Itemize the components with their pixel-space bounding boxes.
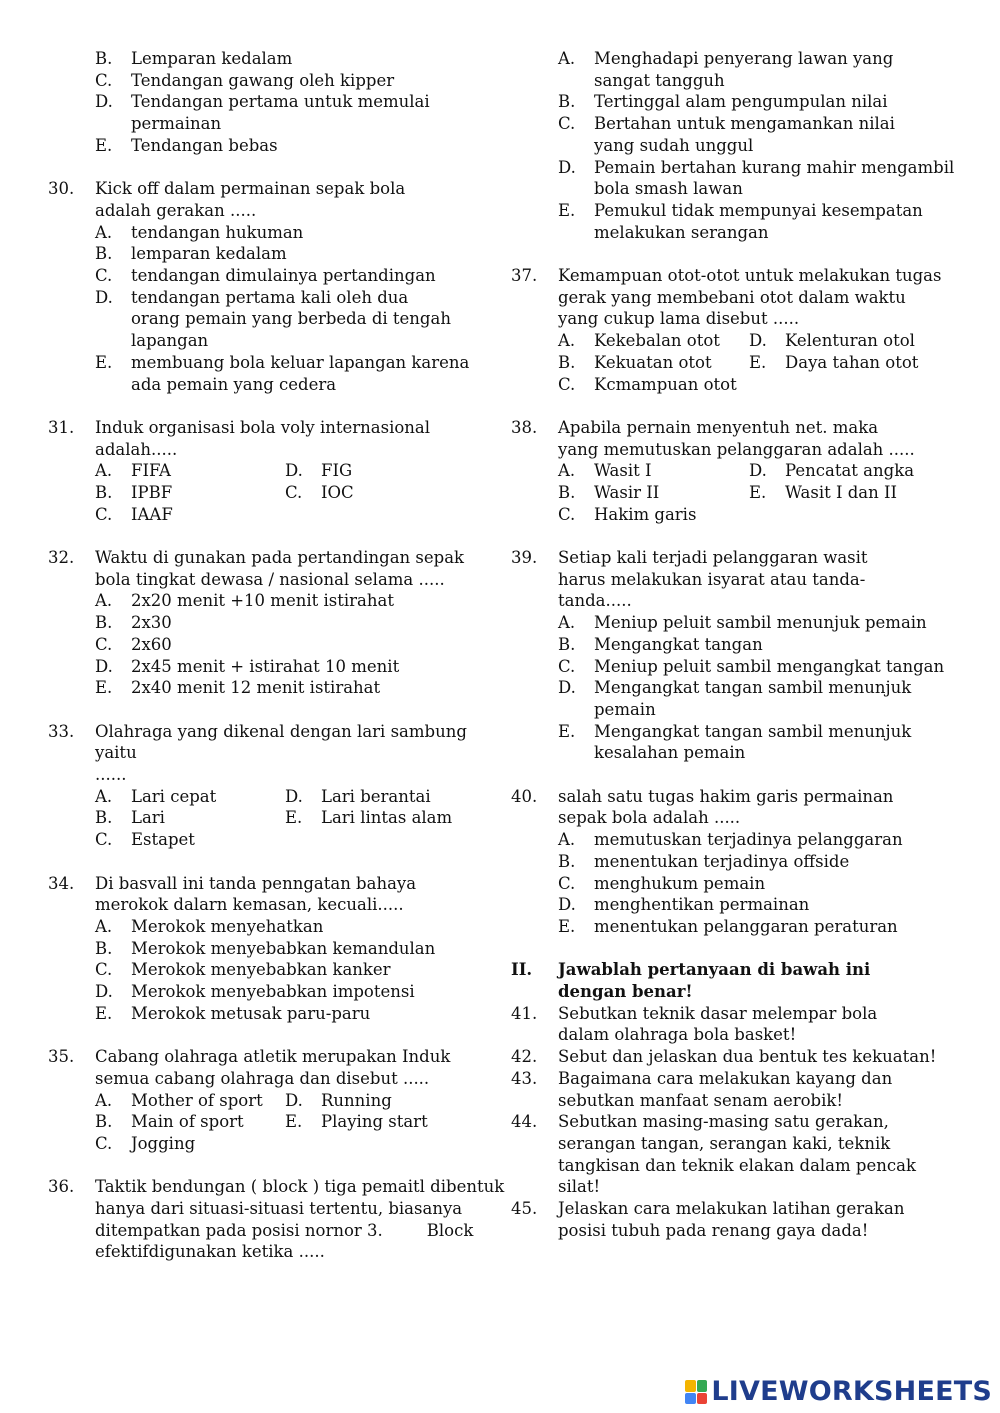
question-42: 42. Sebut dan jelaskan dua bentuk tes kekuatan! bbox=[511, 1047, 937, 1067]
section-2-heading: II. Jawablah pertanyaan di bawah ini dengan benar! bbox=[511, 959, 957, 1002]
q35-options-row-1: A. Mother of sport D. Running bbox=[95, 1090, 392, 1110]
liveworksheets-text: LIVEWORKSHEETS bbox=[711, 1376, 992, 1408]
q29-option-c: C. Tendangan gawang oleh kipper bbox=[95, 70, 395, 90]
q34-option-e: E. Merokok metusak paru-paru bbox=[95, 1003, 371, 1023]
q39-option-b: B. Mengangkat tangan bbox=[558, 634, 763, 654]
question-32: 32. Waktu di gunakan pada pertandingan sepak bola tingkat dewasa / nasional selama ..... bbox=[48, 547, 494, 590]
q29-option-d: D. Tendangan pertama untuk memulai permainan bbox=[95, 92, 430, 134]
q31-options-row-1: A. FIFA D. FIG bbox=[95, 461, 353, 481]
q36-option-a: A. Menghadapi penyerang lawan yang sangat tangguh bbox=[558, 49, 894, 90]
q32-option-b: B. 2x30 bbox=[95, 613, 172, 633]
question-41: 41. Sebutkan teknik dasar melempar bola dalam olahraga bola basket! bbox=[511, 1003, 878, 1045]
q35-options-row-2: B. Main of sport E. Playing start bbox=[95, 1112, 428, 1132]
question-37: 37. Kemampuan otot-otot untuk melakukan tugas gerak yang membebani otot dalam waktu yang cukup lama disebut ..... bbox=[511, 265, 957, 330]
q39-option-c: C. Meniup peluit sambil mengangkat tangan bbox=[558, 656, 945, 676]
question-43: 43. Bagaimana cara melakukan kayang dan sebutkan manfaat senam aerobik! bbox=[511, 1068, 893, 1110]
question-31: 31. Induk organisasi bola voly internasional adalah..... bbox=[48, 417, 431, 459]
section-2-title: Jawablah pertanyaan di bawah ini dengan benar! bbox=[558, 960, 871, 1002]
q36-option-c: C. Bertahan untuk mengamankan nilai yang sudah unggul bbox=[558, 114, 895, 155]
q33-options-row-2: B. Lari E. Lari lintas alam bbox=[95, 808, 453, 828]
q29-option-b: B. Lemparan kedalam bbox=[95, 49, 293, 68]
q29-option-e: E. Tendangan bebas bbox=[95, 135, 278, 155]
question-31-text: Induk organisasi bola voly internasional adalah..... bbox=[95, 417, 431, 459]
q36-option-e: E. Pemukul tidak mempunyai kesempatan melakukan serangan bbox=[558, 200, 923, 242]
logo-square-4 bbox=[697, 1393, 708, 1405]
q32-option-d: D. 2x45 menit + istirahat 10 menit bbox=[95, 656, 400, 676]
q39-option-d: D. Mengangkat tangan sambil menunjuk pemain bbox=[558, 678, 912, 719]
q40-option-c: C. menghukum pemain bbox=[558, 873, 766, 893]
question-33-text: Olahraga yang dikenal dengan lari sambung yaitu bbox=[95, 721, 467, 763]
question-32-text: Waktu di gunakan pada pertandingan sepak bola tingkat dewasa / nasional selama ..... bbox=[95, 548, 465, 589]
q33-options-row-1: A. Lari cepat D. Lari berantai bbox=[95, 786, 431, 806]
q40-option-a: A. memutuskan terjadinya pelanggaran bbox=[558, 830, 903, 850]
liveworksheets-watermark bbox=[685, 1377, 992, 1407]
question-35-text: Cabang olahraga atletik merupakan Induk semua cabang olahraga dan disebut ..... bbox=[95, 1047, 451, 1088]
q33-options-row-3: C. Estapet bbox=[95, 830, 195, 850]
q35-options-row-3: C. Jogging bbox=[95, 1133, 196, 1153]
q40-option-e: E. menentukan pelanggaran peraturan bbox=[558, 916, 898, 936]
q40-option-b: B. menentukan terjadinya offside bbox=[558, 851, 850, 871]
question-36-text-line-2: hanya dari situasi-situasi tertentu, biasanya bbox=[95, 1199, 463, 1219]
q37-options-row-2: B. Kekuatan otot E. Daya tahan otot bbox=[558, 352, 919, 372]
question-34-text: Di basvall ini tanda penngatan bahaya merokok dalarn kemasan, kecuali..... bbox=[95, 873, 417, 915]
q34-option-d: D. Merokok menyebabkan impotensi bbox=[95, 982, 415, 1002]
question-33: 33. Olahraga yang dikenal dengan lari sambung yaitu ...... bbox=[48, 721, 494, 786]
q30-option-e: E. membuang bola keluar lapangan karena ada pemain yang cedera bbox=[95, 352, 470, 394]
q34-option-b: B. Merokok menyebabkan kemandulan bbox=[95, 938, 436, 958]
left-column bbox=[48, 48, 505, 1263]
q31-options-row-2: B. IPBF C. IOC bbox=[95, 483, 354, 503]
question-38: 38. Apabila pernain menyentuh net. maka yang memutuskan pelanggaran adalah ..... bbox=[511, 417, 957, 460]
q40-option-d: D. menghentikan permainan bbox=[558, 895, 810, 915]
question-36: 36. Taktik bendungan ( block ) tiga pemaitl dibentuk hanya dari situasi-situasi tertentu, biasanya ditempatkan pada posisi nornor 3. Block efektifdigunakan ketika ..... bbox=[48, 1177, 505, 1262]
question-34: 34. Di basvall ini tanda penngatan bahaya merokok dalarn kemasan, kecuali..... bbox=[48, 873, 494, 916]
question-30-text: Kick off dalam permainan sepak bola adalah gerakan ..... bbox=[95, 179, 406, 220]
q39-option-e: E. Mengangkat tangan sambil menunjuk kesalahan pemain bbox=[558, 721, 912, 763]
question-39: 39. Setiap kali terjadi pelanggaran wasit harus melakukan isyarat atau tanda-tanda..... bbox=[511, 547, 957, 612]
question-30: 30. Kick off dalam permainan sepak bola adalah gerakan ..... bbox=[48, 178, 494, 221]
question-36-text-line-1: Taktik bendungan ( block ) tiga pemaitl dibentuk bbox=[95, 1177, 505, 1197]
question-35: 35. Cabang olahraga atletik merupakan Induk semua cabang olahraga dan disebut ..... bbox=[48, 1046, 494, 1089]
q34-option-a: A. Merokok menyehatkan bbox=[95, 916, 324, 936]
q39-option-a: A. Meniup peluit sambil menunjuk pemain bbox=[558, 613, 927, 633]
q36-option-b: B. Tertinggal alam pengumpulan nilai bbox=[558, 92, 888, 112]
q37-options-row-3: C. Kcmampuan otot bbox=[558, 374, 737, 394]
q32-option-e: E. 2x40 menit 12 menit istirahat bbox=[95, 678, 381, 698]
right-column bbox=[511, 48, 957, 1242]
q30-option-b: B. lemparan kedalam bbox=[95, 244, 287, 264]
q31-options-row-3: C. IAAF bbox=[95, 504, 173, 524]
liveworksheets-logo-icon bbox=[685, 1380, 707, 1404]
q38-options-row-1: A. Wasit I D. Pencatat angka bbox=[558, 461, 915, 481]
question-38-text: Apabila pernain menyentuh net. maka yang memutuskan pelanggaran adalah ..... bbox=[558, 417, 915, 459]
question-44: 44. Sebutkan masing-masing satu gerakan, serangan tangan, serangan kaki, teknik tangkisan dan teknik elakan dalam pencak silat! bbox=[511, 1112, 916, 1197]
q30-option-a: A. tendangan hukuman bbox=[95, 222, 304, 242]
question-36-text-line-3: ditempatkan pada posisi nornor 3. Block bbox=[95, 1220, 474, 1240]
q32-option-a: A. 2x20 menit +10 menit istirahat bbox=[95, 591, 394, 611]
q37-options-row-1: A. Kekebalan otot D. Kelenturan otol bbox=[558, 331, 915, 351]
question-45: 45. Jelaskan cara melakukan latihan gerakan posisi tubuh pada renang gaya dada! bbox=[511, 1199, 905, 1240]
q38-options-row-3: C. Hakim garis bbox=[558, 504, 697, 524]
question-40-text: salah satu tugas hakim garis permainan sepak bola adalah ..... bbox=[558, 786, 894, 828]
logo-square-3 bbox=[685, 1393, 696, 1405]
q30-option-c: C. tendangan dimulainya pertandingan bbox=[95, 266, 436, 286]
question-37-text: Kemampuan otot-otot untuk melakukan tugas gerak yang membebani otot dalam waktu yang cukup lama disebut ..... bbox=[558, 266, 942, 329]
q36-option-d: D. Pemain bertahan kurang mahir mengambil bola smash lawan bbox=[558, 157, 955, 199]
logo-square-2 bbox=[697, 1380, 708, 1392]
question-36-text-line-4: efektifdigunakan ketika ..... bbox=[95, 1242, 325, 1262]
q38-options-row-2: B. Wasir II E. Wasit I dan II bbox=[558, 482, 898, 502]
q34-option-c: C. Merokok menyebabkan kanker bbox=[95, 960, 391, 980]
question-40: 40. salah satu tugas hakim garis permainan sepak bola adalah ..... bbox=[511, 786, 957, 829]
q32-option-c: C. 2x60 bbox=[95, 634, 172, 654]
q30-option-d: D. tendangan pertama kali oleh dua orang pemain yang berbeda di tengah lapangan bbox=[95, 287, 451, 351]
logo-square-1 bbox=[685, 1380, 696, 1392]
question-39-text: Setiap kali terjadi pelanggaran wasit harus melakukan isyarat atau tanda-tanda..... bbox=[558, 548, 868, 611]
